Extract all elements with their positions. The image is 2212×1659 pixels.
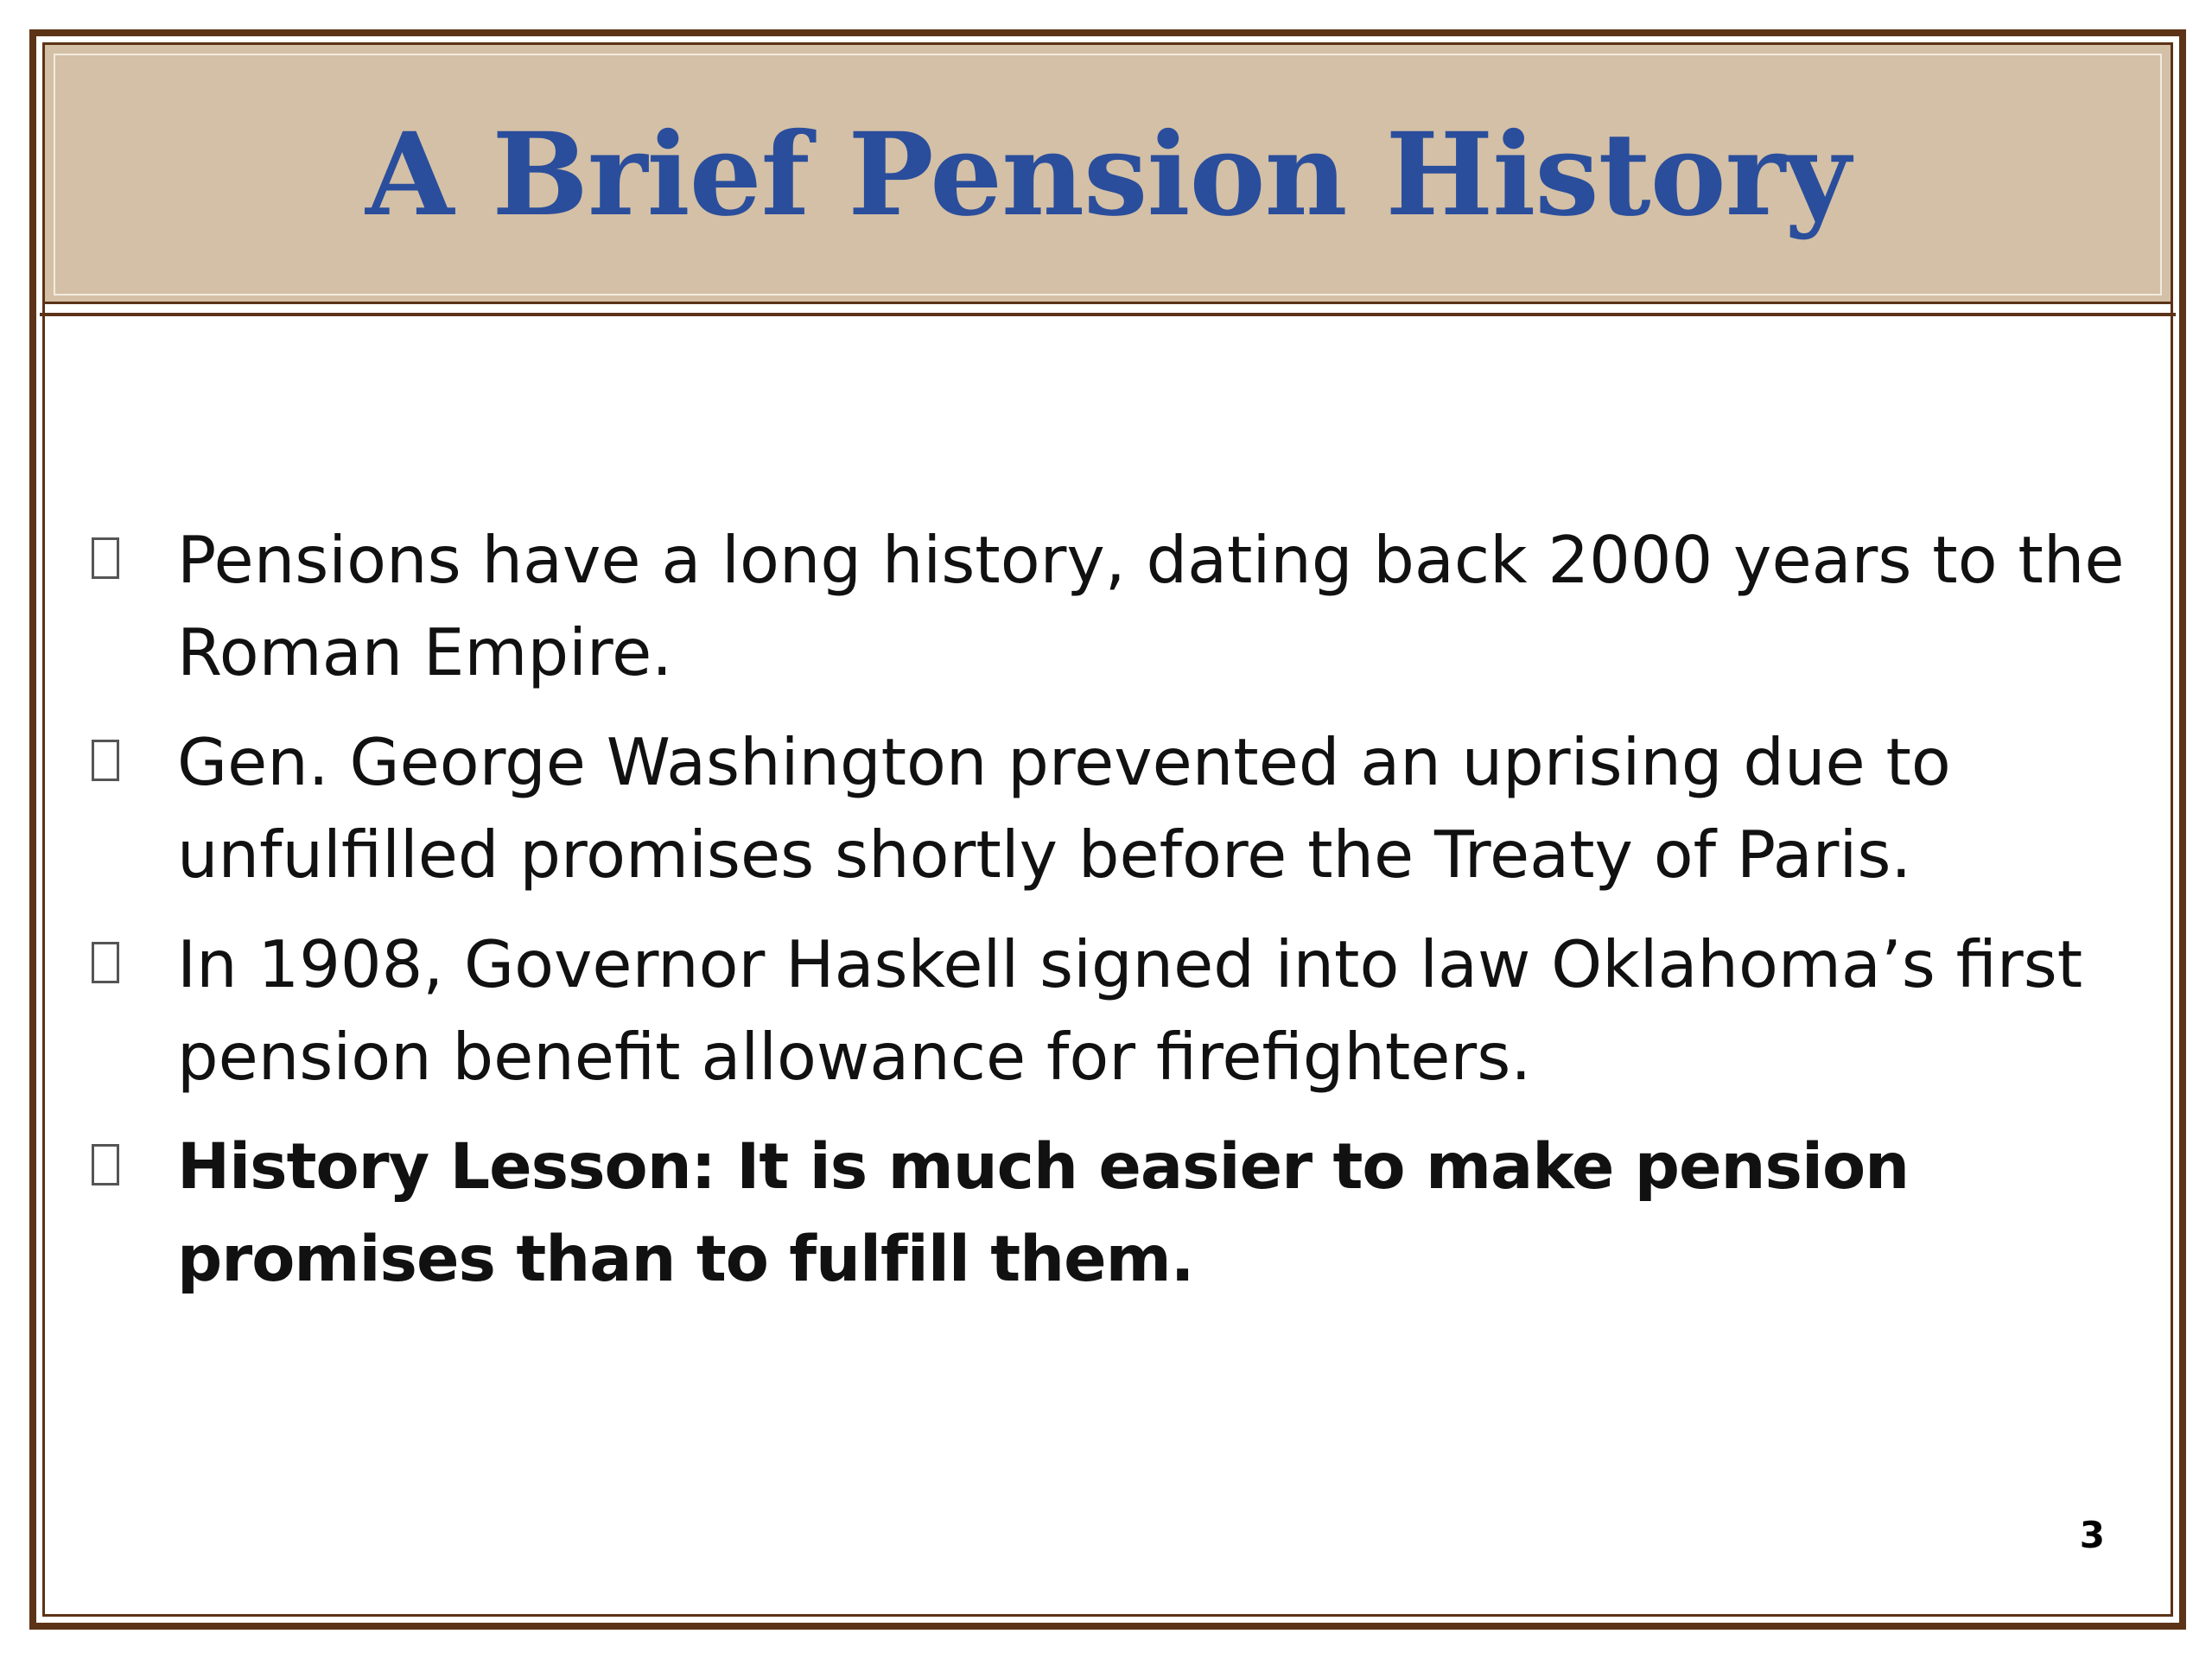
title-divider (40, 313, 2176, 316)
bullet-text: Gen. George Washington prevented an uprising due to unfulfilled promises shortly before the Treaty of Paris. (177, 724, 1951, 893)
bullet-item-1 (86, 514, 2134, 699)
bullet-item-4 (86, 1121, 2134, 1306)
bullet-text: Pensions have a long history, dating back 2000 years to the Roman Empire. (177, 522, 2125, 690)
bullet-item-2 (86, 716, 2134, 901)
bullet-item-3 (86, 918, 2134, 1103)
bullet-box-icon (92, 537, 119, 579)
bullet-text: History Lesson: It is much easier to make pension promises than to fulfill them. (177, 1130, 1910, 1296)
bullet-box-icon (92, 942, 119, 983)
bullet-text: In 1908, Governor Haskell signed into law Oklahoma’s first pension benefit allowance for firefighters. (177, 926, 2083, 1095)
page-number: 3 (2079, 1514, 2105, 1556)
bullet-box-icon (92, 740, 119, 781)
bullet-box-icon (92, 1144, 119, 1185)
bullet-list (86, 514, 2134, 1323)
slide-title: A Brief Pension History (365, 107, 1850, 242)
